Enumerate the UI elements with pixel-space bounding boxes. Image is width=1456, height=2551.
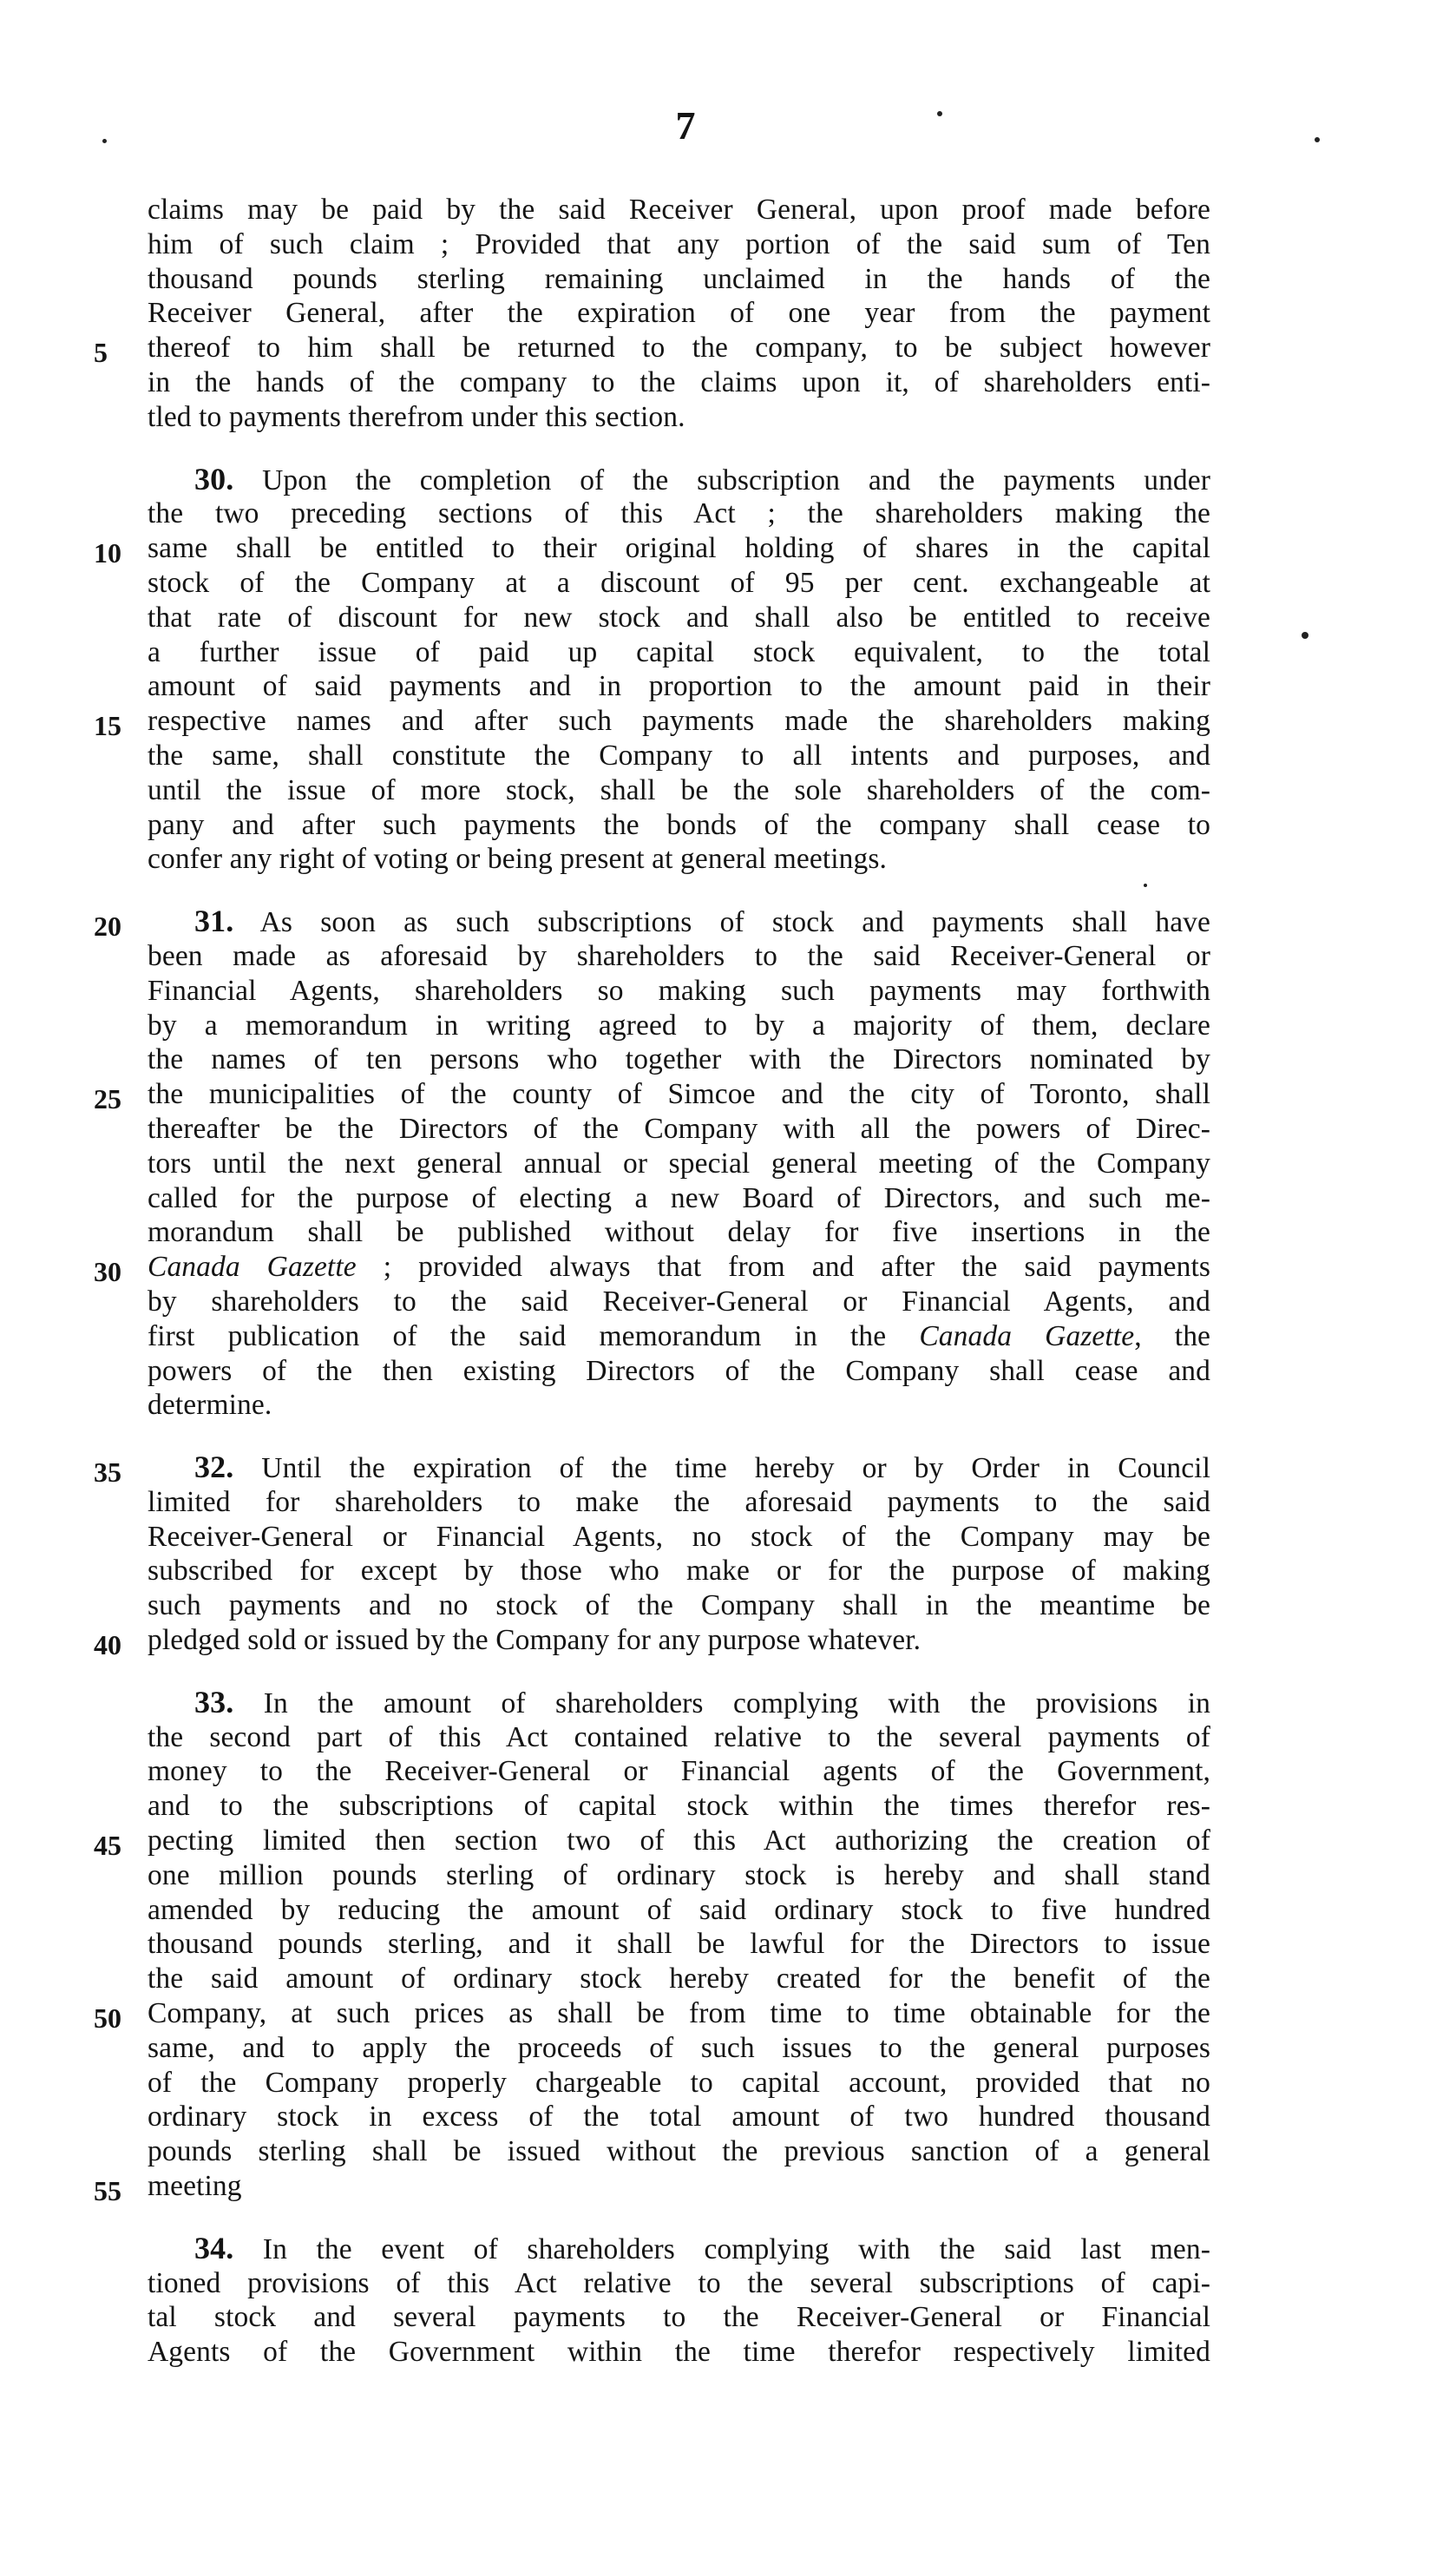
print-speck [937,111,942,116]
text-line: limited for shareholders to make the aforesaid payments to the said [148,1485,1210,1518]
text-line: first publication of the said memorandum in the Canada Gazette, the [148,1319,1211,1352]
text-line: In the event of shareholders complying with the said last men- [262,2232,1210,2265]
text-line: the names of ten persons who together with the Directors nominated by [148,1043,1210,1076]
text-line: of the Company properly chargeable to capital account, provided that no [148,2066,1210,2099]
section-32 [148,1450,1210,1658]
print-speck [102,139,107,143]
text-line: pledged sold or issued by the Company for any purpose whatever. [148,1624,921,1657]
text-line: tal stock and several payments to the Receiver-General or Financial [148,2301,1210,2334]
text-line: Receiver-General or Financial Agents, no stock of the Company may be [148,1520,1210,1553]
section-number: 32. [194,1450,234,1485]
margin-line-number: 45 [94,1830,121,1861]
section-number: 33. [194,1684,234,1719]
text-line: same, and to apply the proceeds of such issues to the general purposes [148,2031,1210,2064]
text-line: thousand pounds sterling, and it shall be lawful for the Directors to issue [148,1928,1210,1961]
text-line: been made as aforesaid by shareholders to the said Receiver-General or [148,939,1210,972]
text-line: tioned provisions of this Act relative to the several subscriptions of capi- [148,2266,1210,2299]
text-line: Financial Agents, shareholders so making such payments may forthwith [148,974,1210,1007]
text-line: the two preceding sections of this Act ; the shareholders making the [148,497,1210,530]
section-31 [148,904,1210,1423]
section-number: 31. [194,904,234,939]
margin-line-number: 25 [94,1083,121,1114]
text-line: respective names and after such payments made the shareholders making [148,705,1210,738]
text-line: amended by reducing the amount of said ordinary stock to five hundred [148,1893,1210,1926]
text-line: Company, at such prices as shall be from time to time obtainable for the [148,1997,1210,2030]
print-speck [1315,137,1320,142]
margin-line-number: 30 [94,1256,121,1287]
text-line: Until the expiration of the time hereby or by Order in Council [261,1452,1210,1485]
text-line: powers of the then existing Directors of the Company shall cease and [148,1354,1210,1387]
margin-line-number: 50 [94,2002,121,2034]
text-line: one million pounds sterling of ordinary stock is hereby and shall stand [148,1858,1210,1891]
text-line: by shareholders to the said Receiver-General or Financial Agents, and [148,1285,1210,1318]
text-line: As soon as such subscriptions of stock and payments shall have [259,906,1210,939]
text-line: Receiver General, after the expiration of one year from the payment [148,297,1210,330]
text-line: pounds sterling shall be issued without the previous sanction of a general [148,2135,1210,2168]
text-line-first [148,1686,1210,1720]
print-speck [1302,632,1308,639]
text-line: pecting limited then section two of this Act authorizing the creation of [148,1824,1210,1857]
text-line: determine. [148,1389,272,1422]
text-line-first [148,463,1210,497]
section-number: 34. [194,2230,234,2265]
text-line: stock of the Company at a discount of 95 per cent. exchangeable at [148,566,1210,599]
text-line: and to the subscriptions of capital stock within the times therefor res- [148,1790,1210,1823]
text-column [148,193,1210,2370]
text-line: such payments and no stock of the Company shall in the meantime be [148,1589,1210,1622]
margin-line-number: 35 [94,1456,121,1488]
text-line: a further issue of paid up capital stock equivalent, to the total [148,635,1210,668]
text-line: the second part of this Act contained relative to the several payments of [148,1720,1210,1753]
section-number: 30. [194,461,234,496]
section-continued [148,193,1210,435]
text-line: the same, shall constitute the Company to all intents and purposes, and [148,739,1210,772]
text-line: subscribed for except by those who make or for the purpose of making [148,1555,1210,1588]
margin-line-number: 15 [94,710,121,741]
text-line: tled to payments therefrom under this section. [148,400,685,433]
text-line: same shall be entitled to their original holding of shares in the capital [148,532,1210,565]
text-line: until the issue of more stock, shall be the sole shareholders of the com- [148,773,1210,806]
text-line: him of such claim ; Provided that any portion of the said sum of Ten [148,227,1210,260]
print-speck [1144,884,1147,887]
section-30 [148,463,1210,878]
text-line: money to the Receiver-General or Financial agents of the Government, [148,1755,1210,1788]
text-line: that rate of discount for new stock and shall also be entitled to receive [148,601,1210,634]
text-line: called for the purpose of electing a new Board of Directors, and such me- [148,1181,1210,1214]
text-line: the said amount of ordinary stock hereby created for the benefit of the [148,1963,1210,1995]
margin-line-number: 40 [94,1629,121,1660]
text-line: meeting [148,2170,242,2203]
text-line-first [148,1450,1210,1485]
text-line: Agents of the Government within the time therefor respectively limited [148,2336,1210,2369]
text-line: claims may be paid by the said Receiver General, upon proof made before [148,194,1210,226]
section-33 [148,1686,1210,2204]
text-line: amount of said payments and in proportion to the amount paid in their [148,670,1210,703]
text-line: the municipalities of the county of Simcoe and the city of Toronto, shall [148,1078,1210,1111]
section-34 [148,2232,1210,2370]
margin-line-number: 5 [94,337,108,368]
text-line: morandum shall be published without delay for five insertions in the [148,1216,1210,1249]
text-line: by a memorandum in writing agreed to by a majority of them, declare [148,1009,1210,1042]
text-line: thereof to him shall be returned to the company, to be subject however [148,332,1210,365]
page-number: 7 [675,103,696,148]
text-line: thousand pounds sterling remaining unclaimed in the hands of the [148,262,1210,295]
text-line: Upon the completion of the subscription and the payments under [262,464,1210,496]
text-line-first [148,904,1210,939]
text-line: confer any right of voting or being present at general meetings. [148,843,887,876]
text-line: ordinary stock in excess of the total amount of two hundred thousand [148,2101,1210,2134]
text-line: pany and after such payments the bonds of the company shall cease to [148,808,1210,841]
text-line: in the hands of the company to the claims upon it, of shareholders enti- [148,365,1210,398]
text-line-first [148,2232,1210,2266]
text-line: thereafter be the Directors of the Company with all the powers of Direc- [148,1112,1210,1145]
margin-line-number: 10 [94,537,121,569]
margin-line-number: 20 [94,911,121,942]
margin-line-number: 55 [94,2175,121,2206]
text-line: tors until the next general annual or special general meeting of the Company [148,1147,1210,1180]
text-line: In the amount of shareholders complying with the provisions in [263,1686,1210,1719]
text-line: Canada Gazette ; provided always that from and after the said payments [148,1251,1210,1284]
